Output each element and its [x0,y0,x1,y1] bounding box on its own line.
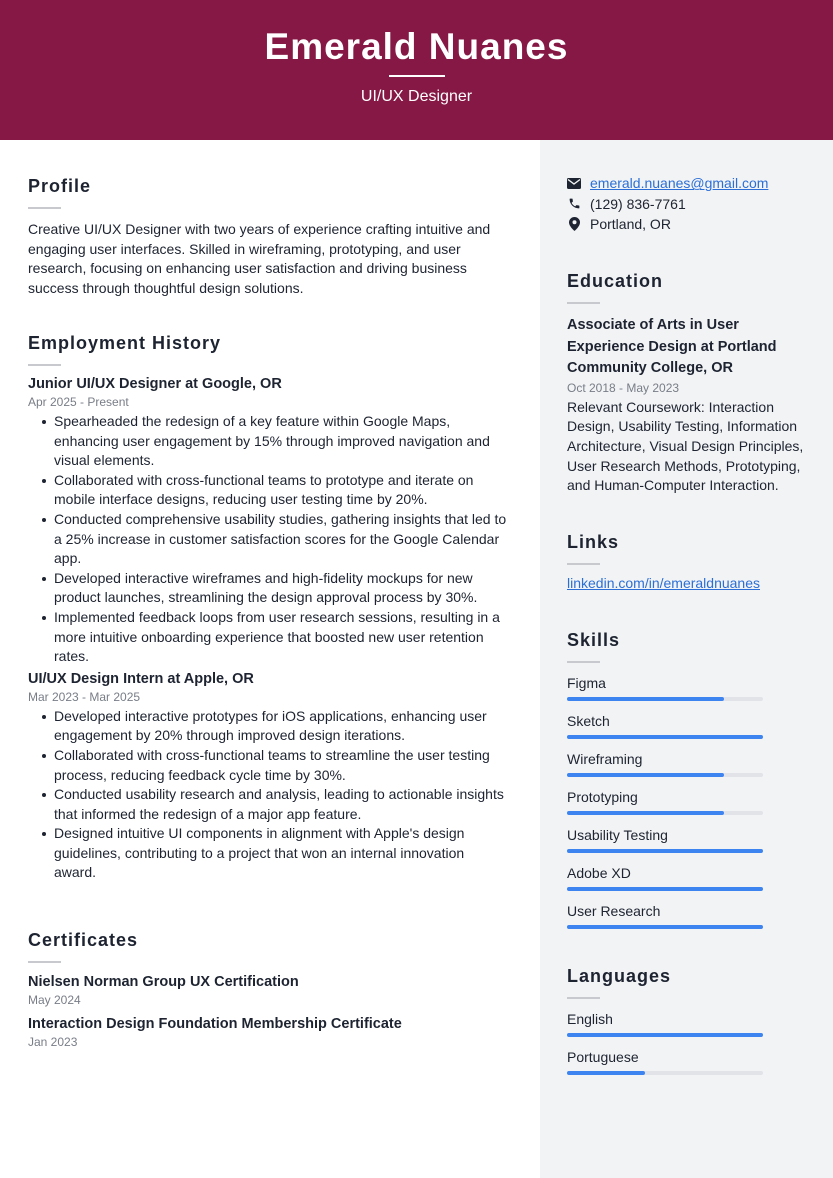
skill-name: Figma [567,675,606,691]
skill-item [567,713,807,751]
skill-level-bar [567,887,763,891]
education-date: Oct 2018 - May 2023 [567,380,680,395]
employment-heading: Employment History [28,333,222,353]
skill-item [567,789,807,827]
skill-level-fill [567,773,724,777]
resume-header [0,0,833,140]
certificate-date: Jan 2023 [28,1035,78,1049]
language-item [567,1049,807,1087]
header-divider [389,75,445,77]
education-degree: Associate of Arts in User Experience Design at Portland Community College, OR [567,317,777,376]
certificate-name: Interaction Design Foundation Membership Certificate [28,1016,402,1032]
links-section [567,532,807,593]
skill-level-bar [567,811,763,815]
skill-level-fill [567,925,763,929]
skills-heading: Skills [567,630,621,650]
certificates-section [28,930,508,1049]
profile-section [28,176,508,299]
job-bullet: Collaborated with cross-functional teams to streamline the user testing process, reducing feedback cycle time by 30%. [40,746,508,785]
job-date: Mar 2023 - Mar 2025 [28,689,141,704]
section-divider [28,207,61,209]
job-title: Junior UI/UX Designer at Google, OR [28,376,282,392]
location-text: Portland, OR [590,216,671,233]
job-bullet: Spearheaded the redesign of a key feature within Google Maps, enhancing user engagement by 15% through improved navigation and visual elements. [40,412,508,471]
skill-level-fill [567,849,763,853]
section-divider [28,364,61,366]
certificate-entry [28,974,508,1007]
skill-item [567,903,807,941]
contact-email [567,173,817,194]
language-level-fill [567,1033,763,1037]
certificate-date: May 2024 [28,993,81,1007]
phone-icon [567,197,581,210]
contact-block [567,173,817,235]
job-entry [28,376,508,667]
job-bullet: Designed intuitive UI components in alignment with Apple's design guidelines, contributing to a project that won an internal innovation award. [40,824,508,883]
skill-level-bar [567,849,763,853]
skill-item [567,827,807,865]
section-divider [567,302,600,304]
job-bullets [40,412,508,667]
job-date: Apr 2025 - Present [28,395,129,409]
skill-level-fill [567,811,724,815]
profile-heading: Profile [28,176,92,196]
skill-item [567,751,807,789]
job-bullet: Developed interactive wireframes and high-fidelity mockups for new product launches, streamlining the design approval process by 30%. [40,569,508,608]
languages-heading: Languages [567,966,672,986]
skill-name: Prototyping [567,789,638,805]
language-name: English [567,1011,613,1027]
languages-section [567,966,807,1087]
skill-level-bar [567,735,763,739]
candidate-title: UI/UX Designer [360,88,473,105]
skill-level-bar [567,697,763,701]
skills-section [567,630,807,941]
education-text: Relevant Coursework: Interaction Design, Usability Testing, Information Architecture, Visual Design Principles, User Research Methods, Prototyping, and Human-Computer Interaction. [567,398,804,494]
skill-name: Adobe XD [567,865,631,881]
skill-level-fill [567,697,724,701]
job-entry [28,671,508,883]
certificates-heading: Certificates [28,930,139,950]
job-bullet: Implemented feedback loops from user research sessions, resulting in a more intuitive onboarding experience that boosted new user retention rates. [40,608,508,667]
language-level-fill [567,1071,645,1075]
job-bullets [40,707,508,883]
section-divider [567,563,600,565]
skill-level-fill [567,887,763,891]
employment-section [28,333,508,883]
links-heading: Links [567,532,620,552]
contact-phone [567,194,817,215]
job-bullet: Developed interactive prototypes for iOS applications, enhancing user engagement by 20% through improved design iterations. [40,707,508,746]
email-link[interactable]: emerald.nuanes@gmail.com [590,175,769,192]
section-divider [567,661,600,663]
certificate-name: Nielsen Norman Group UX Certification [28,974,299,990]
job-bullet: Conducted usability research and analysis, leading to actionable insights that informed the redesign of a major app feature. [40,785,508,824]
job-title: UI/UX Design Intern at Apple, OR [28,670,254,687]
section-divider [567,997,600,999]
skill-level-bar [567,773,763,777]
education-heading: Education [567,271,664,291]
map-pin-icon [567,217,581,231]
section-divider [28,961,61,963]
languages-list [567,1011,807,1087]
language-item [567,1011,807,1049]
envelope-icon [567,178,581,189]
skill-name: Sketch [567,713,610,729]
linkedin-link[interactable]: linkedin.com/in/emeraldnuanes [567,575,760,591]
skill-name: Usability Testing [567,827,668,843]
candidate-name: Emerald Nuanes [264,26,569,67]
skill-item [567,675,807,713]
language-name: Portuguese [567,1049,639,1065]
skill-level-bar [567,925,763,929]
contact-location [567,214,817,235]
profile-text: Creative UI/UX Designer with two years of experience crafting intuitive and engaging user interfaces. Skilled in wireframing, prototyping, and user research, focusing on enhancing user satisfaction and driving business success through thoughtful design solutions. [28,221,491,297]
language-level-bar [567,1071,763,1075]
skills-list [567,675,807,941]
education-section [567,271,807,496]
certificate-entry [28,1016,508,1049]
language-level-bar [567,1033,763,1037]
skill-name: User Research [567,903,661,919]
skill-name: Wireframing [567,751,643,767]
phone-text: (129) 836-7761 [590,195,686,212]
job-bullet: Collaborated with cross-functional teams to prototype and iterate on mobile interface designs, reducing user testing time by 20%. [40,471,508,510]
skill-level-fill [567,735,763,739]
skill-item [567,865,807,903]
job-bullet: Conducted comprehensive usability studies, gathering insights that led to a 25% increase in customer satisfaction scores for the Google Calendar app. [40,510,508,569]
